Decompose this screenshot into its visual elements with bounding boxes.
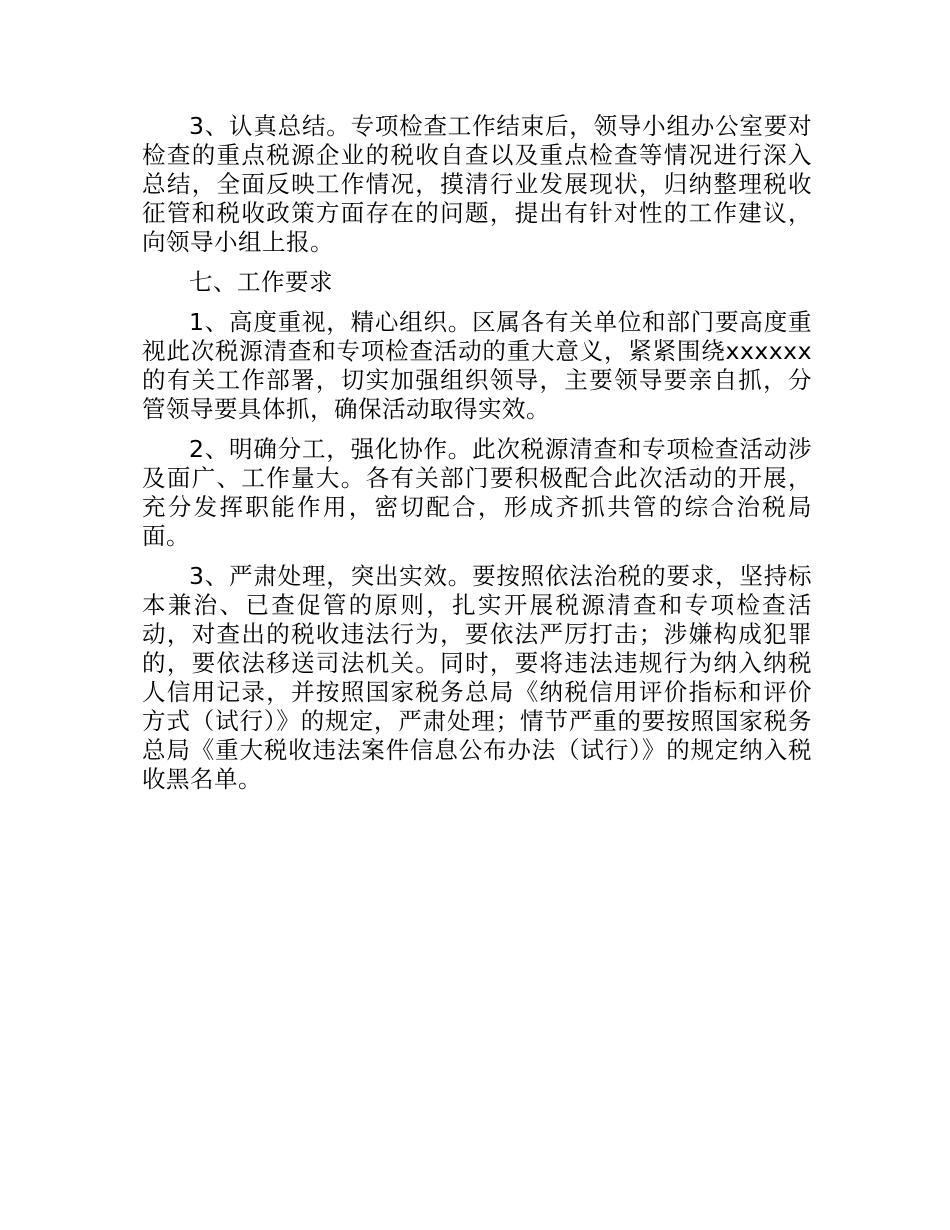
paragraph-requirement-3: 3、严肃处理，突出实效。要按照依法治税的要求，坚持标本兼治、已查促管的原则，扎实开展税源清查和专项检查活动，对查出的税收违法行为，要依法严厉打击；涉嫌构成犯罪的，要依法移送司法机关。同时，要将违法违规行为纳入纳税人信用记录，并按照国家税务总局《纳税信用评价指标和评价方式（试行）》的规定，严肃处理；情节严重的要按照国家税务总局《重大税收违法案件信息公布办法（试行）》的规定纳入税收黑名单。 bbox=[142, 562, 812, 793]
paragraph-summary: 3、认真总结。专项检查工作结束后，领导小组办公室要对检查的重点税源企业的税收自查以及重点检查等情况进行深入总结，全面反映工作情况，摸清行业发展现状，归纳整理税收征管和税收政策方面存在的问题，提出有针对性的工作建议，向领导小组上报。 bbox=[142, 112, 812, 256]
paragraph-requirement-1: 1、高度重视，精心组织。区属各有关单位和部门要高度重视此次税源清查和专项检查活动的重大意义，紧紧围绕xxxxxx的有关工作部署，切实加强组织领导，主要领导要亲自抓，分管领导要具体抓，确保活动取得实效。 bbox=[142, 308, 812, 423]
section-heading-work-requirements: 七、工作要求 bbox=[189, 268, 333, 296]
paragraph-requirement-2: 2、明确分工，强化协作。此次税源清查和专项检查活动涉及面广、工作量大。各有关部门要积极配合此次活动的开展，充分发挥职能作用，密切配合，形成齐抓共管的综合治税局面。 bbox=[142, 435, 812, 550]
document-page bbox=[142, 112, 812, 805]
